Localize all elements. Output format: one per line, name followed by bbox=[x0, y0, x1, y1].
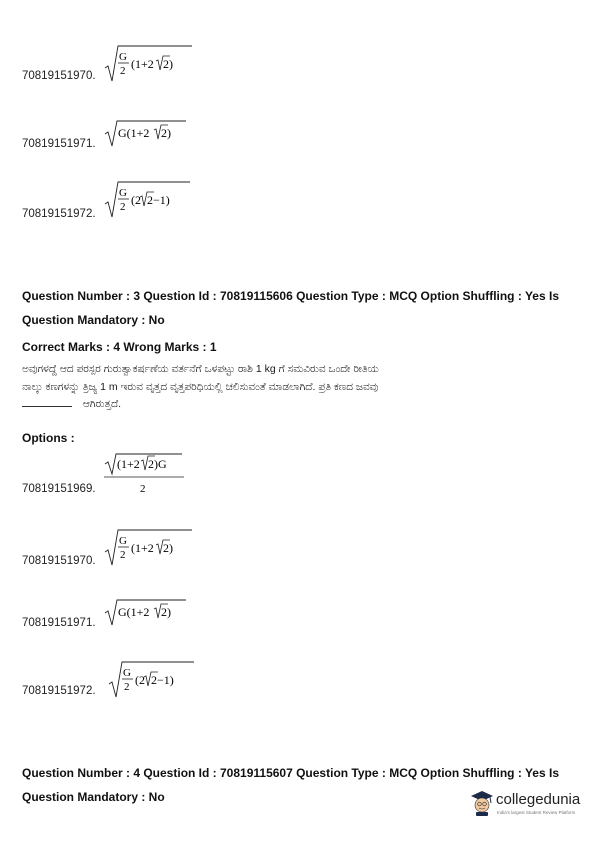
svg-text:2: 2 bbox=[120, 201, 126, 213]
svg-text:2): 2) bbox=[161, 605, 171, 619]
svg-text:2: 2 bbox=[120, 549, 126, 561]
q2-option-id-1972: 70819151972. bbox=[22, 208, 96, 220]
svg-text:2−1): 2−1) bbox=[147, 193, 170, 207]
svg-text:G: G bbox=[119, 51, 127, 63]
q3-text-line1: ಅವುಗಳದ್ದೆ ಆದ ಪರಸ್ಪರ ಗುರುತ್ವಾಕರ್ಷಣೆಯ ವರ್ತನೆಗೆ ಒಳಪಟ್ಟು ರಾಶಿ 1 kg ಗೆ ಸಮವಿರುವ ಒಂದೇ ರೀತಿಯ bbox=[22, 363, 379, 375]
q3-option-id-1969: 70819151969. bbox=[22, 483, 96, 495]
answer-blank bbox=[22, 406, 72, 407]
q3-option-1971-expression bbox=[104, 597, 194, 627]
svg-text:(1+2: (1+2 bbox=[131, 57, 154, 71]
q3-marks: Correct Marks : 4 Wrong Marks : 1 bbox=[22, 340, 217, 354]
q3-option-id-1971: 70819151971. bbox=[22, 617, 96, 629]
q3-text-line3: ಆಗಿರುತ್ತದೆ. bbox=[82, 398, 122, 410]
svg-text:2−1): 2−1) bbox=[151, 673, 174, 687]
svg-text:2: 2 bbox=[124, 681, 130, 693]
q3-text-line3-container bbox=[22, 398, 121, 411]
logo-tagline: India's largest Student Review Platform bbox=[497, 810, 576, 815]
svg-text:(2: (2 bbox=[135, 673, 145, 687]
svg-text:(1+2: (1+2 bbox=[117, 457, 140, 471]
svg-text:2): 2) bbox=[161, 126, 171, 140]
q3-option-1970-expression bbox=[104, 528, 194, 568]
svg-text:2)G: 2)G bbox=[148, 457, 167, 471]
q3-header-line2: Question Mandatory : No bbox=[22, 313, 165, 327]
q4-header-line2: Question Mandatory : No bbox=[22, 790, 165, 804]
svg-text:G(1+2: G(1+2 bbox=[118, 126, 150, 140]
svg-text:G: G bbox=[119, 187, 127, 199]
q2-option-1970-expression bbox=[104, 44, 194, 84]
q2-option-1971-expression bbox=[104, 118, 194, 148]
q3-option-id-1970: 70819151970. bbox=[22, 555, 96, 567]
svg-text:(1+2: (1+2 bbox=[131, 541, 154, 555]
svg-text:2: 2 bbox=[120, 65, 126, 77]
collegedunia-logo bbox=[470, 788, 580, 820]
svg-text:2): 2) bbox=[163, 541, 173, 555]
logo-name: collegedunia bbox=[496, 791, 581, 808]
q4-header-line1: Question Number : 4 Question Id : 70819115607 Question Type : MCQ Option Shuffling : Yes Is bbox=[22, 766, 559, 780]
svg-text:G(1+2: G(1+2 bbox=[118, 605, 150, 619]
q2-option-id-1971: 70819151971. bbox=[22, 138, 96, 150]
q2-option-1972-expression bbox=[104, 180, 194, 220]
svg-text:2: 2 bbox=[140, 483, 146, 495]
q3-options-label: Options : bbox=[22, 431, 75, 445]
svg-text:G: G bbox=[123, 667, 131, 679]
q3-header-line1: Question Number : 3 Question Id : 70819115606 Question Type : MCQ Option Shuffling : Yes Is bbox=[22, 289, 559, 303]
q3-option-1972-expression bbox=[108, 660, 198, 700]
q3-option-1969-expression bbox=[104, 452, 194, 498]
svg-text:2): 2) bbox=[163, 57, 173, 71]
svg-text:(2: (2 bbox=[131, 193, 141, 207]
graduate-mascot-icon bbox=[470, 790, 494, 821]
q3-text-line2: ನಾಲ್ಕು ಕಣಗಳನ್ನು ತ್ರಿಜ್ಯ 1 m ಇರುವ ವೃತ್ತದ ವೃತ್ತಪರಿಧಿಯಲ್ಲಿ ಚಲಿಸುವಂತೆ ಮಾಡಲಾಗಿದೆ. ಪ್ರತಿ ಕಣದ ಜವವು bbox=[22, 381, 379, 393]
svg-text:G: G bbox=[119, 535, 127, 547]
q2-option-id-1970: 70819151970. bbox=[22, 70, 96, 82]
q3-option-id-1972: 70819151972. bbox=[22, 685, 96, 697]
